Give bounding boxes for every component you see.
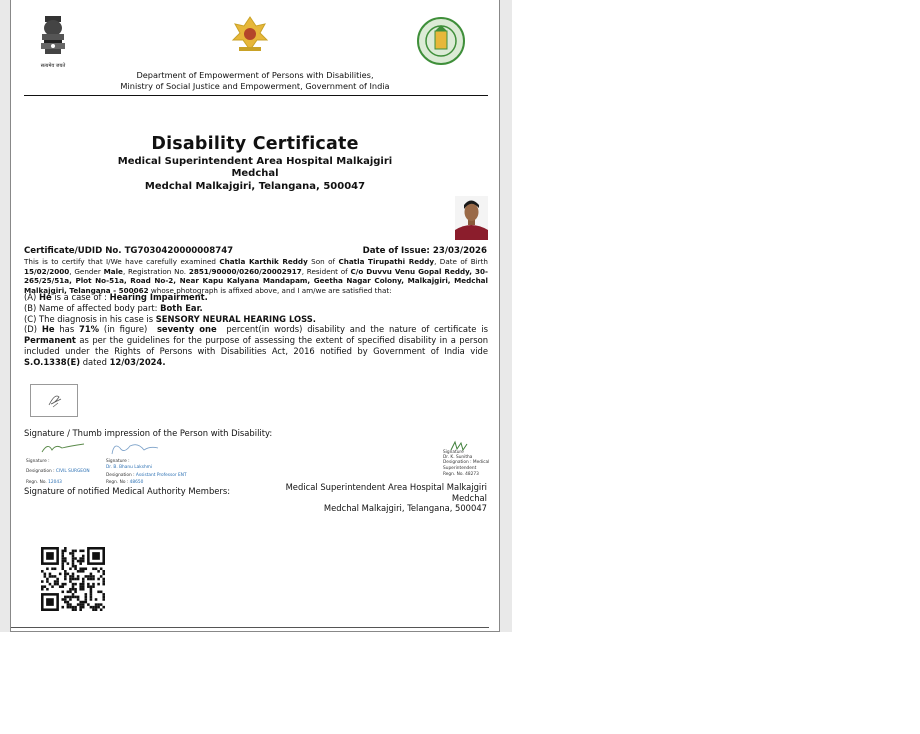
footer-divider [11, 627, 489, 628]
disability-percent-words: seventy one [156, 324, 217, 335]
member3-signature-label: Signature [443, 450, 464, 455]
certificate-nature: Permanent [24, 335, 76, 346]
member1-regn-label: Regn. No. [26, 480, 47, 485]
resident-label: , Resident of [301, 266, 348, 276]
member3-name: Dr. K. Sunitha [443, 455, 473, 460]
member1-regn [26, 480, 62, 486]
notification-date: 12/03/2024. [109, 356, 166, 367]
authority-line-3: Medchal Malkajgiri, Telangana, 500047 [323, 503, 487, 514]
header-divider [24, 95, 488, 96]
member2-name: Dr. B. Bhanu Lakshmi [106, 465, 153, 470]
telangana-logo-icon [229, 14, 271, 56]
member3-designation-label: Designation : [443, 460, 472, 465]
issue-date-value: 23/03/2026 [432, 246, 487, 256]
affected-body-part: Both Ear. [160, 302, 203, 313]
finding-d-has: has [59, 324, 75, 335]
guidelines-text: as per the guidelines for the purpose of assessing the extent of specified disability in a person included under the Rights of Persons with Disabilities Act, 2016 notified by Government of India vide [24, 335, 488, 356]
finding-a-pronoun: He [38, 292, 52, 302]
member1-signature-label: Signature : [26, 459, 50, 464]
finding-d [24, 324, 488, 367]
member1-designation-value: CIVIL SURGEON [55, 469, 90, 474]
intro-text: This is to certify that I/We have carefully examined [24, 257, 216, 266]
member2-designation-value: Assistant Professor ENT [135, 473, 187, 478]
department-header [11, 70, 499, 92]
emblem-caption: सत्यमेव जयते [40, 63, 66, 69]
member1-regn-value: 12043 [48, 480, 62, 485]
member3-regn-value: 48273 [465, 472, 479, 477]
diagnosis: SENSORY NEURAL HEARING LOSS. [155, 313, 316, 324]
department-line: Department of Empowerment of Persons with Disabilities, [136, 70, 374, 80]
finding-b-text: (B) Name of affected body part: [24, 302, 158, 313]
udid-label: Certificate/UDID No. [24, 246, 122, 256]
date-of-birth: 15/02/2000 [24, 266, 70, 276]
gender-label: , Gender [69, 266, 101, 276]
telangana-state-seal-icon [416, 16, 466, 66]
notified-authority-label: Signature of notified Medical Authority Members: [24, 486, 231, 496]
member1-designation [26, 469, 90, 475]
issue-date [363, 246, 487, 256]
dated-label: dated [82, 356, 107, 367]
findings-list [24, 292, 488, 368]
finding-a-text: is a case of : [54, 292, 107, 302]
in-words-label: percent(in words) disability and the nature of certificate is [226, 324, 488, 335]
authority-line-1: Medical Superintendent Area Hospital Malkajgiri [285, 482, 487, 492]
relation-text: Son of [311, 257, 336, 266]
notification-number: S.O.1338(E) [24, 356, 81, 367]
resident-address: C/o Duvvu Venu Gopal Reddy, 30-265/25/51a, Plot No-51a, Road No-2, Near Kapu Kalyana Mandapam, Geetha Nagar Colony, Malkajgiri, Medchal Malkajgiri, Telangana - 500062 [24, 266, 488, 295]
member1-signature-icon [40, 440, 88, 456]
dob-label: , Date of Birth [434, 257, 488, 266]
disability-type: Hearing Impairment. [109, 292, 208, 302]
hospital-address: Medchal Malkajgiri, Telangana, 500047 [144, 181, 366, 192]
finding-c-text: (C) The diagnosis in his case is [24, 313, 154, 324]
registration-number: 2851/90000/0260/20002917 [188, 266, 302, 276]
registration-label: , Registration No. [122, 266, 187, 276]
person-photo [455, 196, 488, 240]
authority-address [286, 482, 487, 514]
finding-d-prefix: (D) [24, 324, 37, 335]
thumb-impression-box [30, 384, 78, 417]
member3-designation-value: Medical Superintendent [443, 460, 490, 471]
in-figure-label: (in figure) [103, 324, 148, 335]
qr-code-icon [41, 547, 105, 611]
certification-paragraph [24, 257, 488, 295]
member3-regn-label: Regn. No. [443, 472, 464, 477]
finding-a [24, 292, 488, 303]
member2-regn [106, 480, 143, 486]
authority-line-2: Medchal [451, 492, 487, 503]
member2-signature-label: Signature : [106, 459, 130, 464]
member2-regn-label: Regn. No : [106, 480, 129, 485]
member3-designation [443, 460, 493, 471]
issue-date-label: Date of Issue: [362, 246, 430, 256]
gender-value: Male [103, 266, 123, 276]
member2-designation [106, 473, 187, 479]
udid-value: TG7030420000008747 [124, 246, 234, 256]
finding-a-prefix: (A) [24, 292, 37, 302]
member2-designation-label: Designation : [106, 473, 135, 478]
hospital-name: Medical Superintendent Area Hospital Malkajgiri [117, 156, 393, 167]
finding-b [24, 303, 488, 314]
certificate-page [10, 0, 500, 632]
disability-percent: 71% [79, 324, 100, 335]
member2-regn-value: 48650 [129, 480, 144, 485]
district-name: Medchal [231, 168, 279, 179]
udid-number [24, 246, 233, 256]
national-emblem-icon [36, 14, 70, 69]
finding-d-pronoun: He [41, 324, 55, 335]
thumb-impression-label: Signature / Thumb impression of the Person with Disability: [24, 428, 273, 438]
finding-c [24, 314, 488, 325]
person-signature-icon [31, 385, 77, 416]
member3-regn [443, 472, 479, 478]
person-name: Chatla Karthik Reddy [219, 257, 308, 266]
member1-designation-label: Designation : [26, 469, 55, 474]
father-name: Chatla Tirupathi Reddy [338, 257, 435, 266]
certificate-title: Disability Certificate [151, 134, 359, 154]
member2-signature-icon [108, 440, 160, 458]
qr-code[interactable] [41, 547, 105, 611]
photo-statement: whose photograph is affixed above, and I am/we are satisfied that: [150, 285, 392, 295]
ministry-line: Ministry of Social Justice and Empowerment, Government of India [120, 81, 390, 91]
